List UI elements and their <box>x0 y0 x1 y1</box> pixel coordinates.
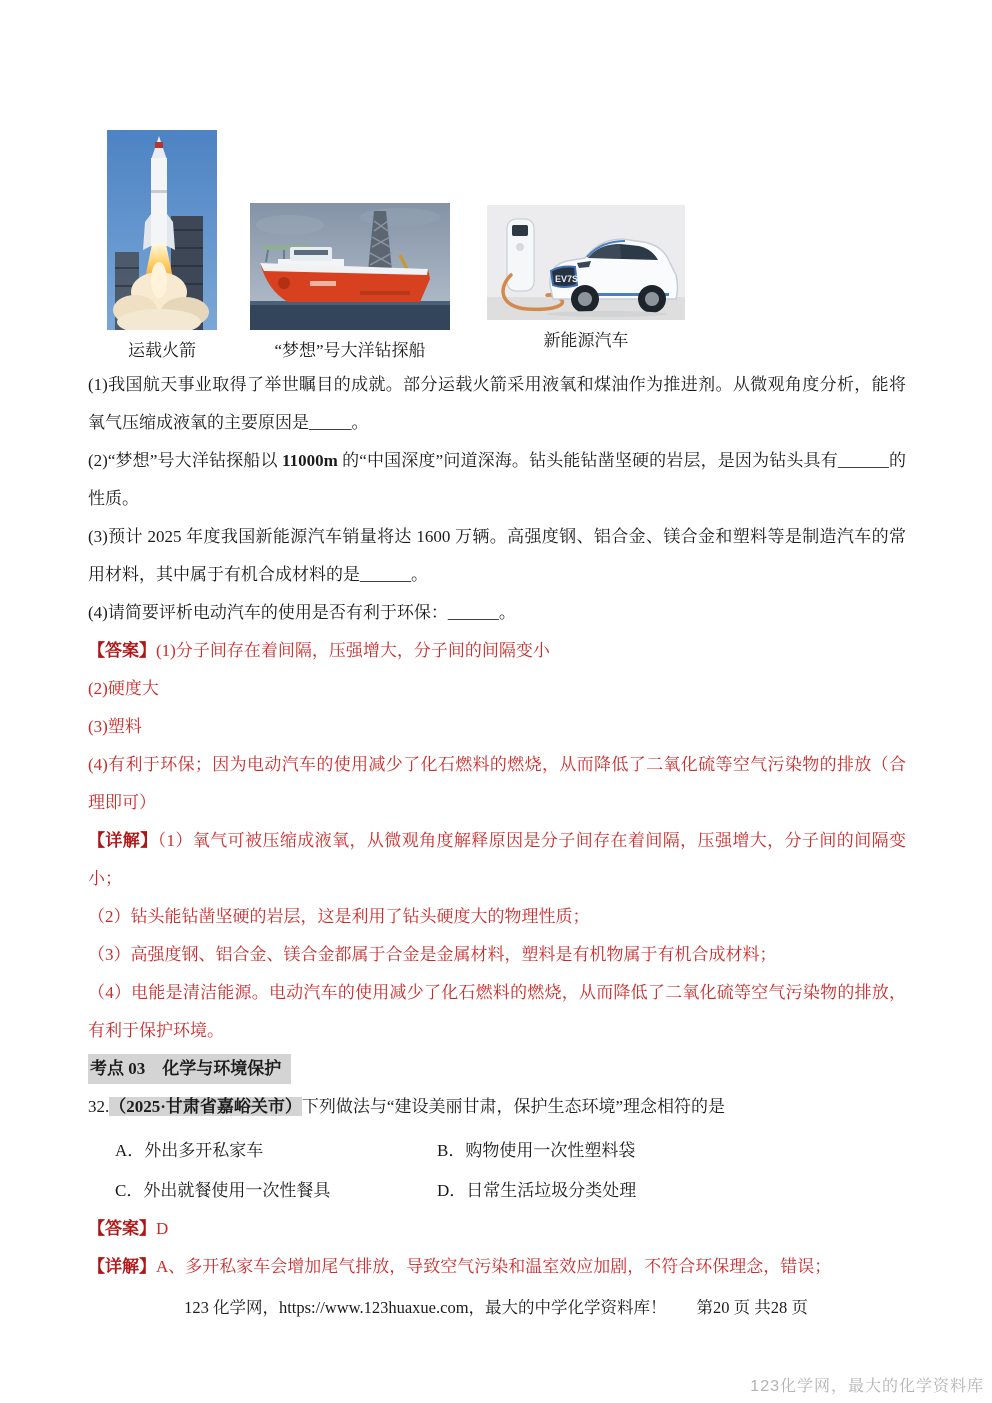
answer-label: 【答案】 <box>88 1219 156 1238</box>
q32-number: 32. <box>88 1097 110 1116</box>
q32-stem-text: 下列做法与“建设美丽甘肃，保护生态环境”理念相符的是 <box>301 1097 726 1116</box>
q31-answer-line4: (4)有利于环保；因为电动汽车的使用减少了化石燃料的燃烧，从而降低了二氧化硫等空气污染物的排放（合理即可） <box>88 755 906 812</box>
figure-rocket <box>107 130 217 361</box>
rocket-image <box>107 130 217 330</box>
car-image <box>487 205 685 320</box>
answer-label: 【答案】 <box>88 641 156 660</box>
q32-options <box>88 1132 906 1210</box>
figure-caption-rocket: 运载火箭 <box>128 341 196 360</box>
q31-part3: (3)预计 2025 年度我国新能源汽车销量将达 1600 万辆。高强度钢、铝合金、镁合金和塑料等是制造汽车的常用材料，其中属于有机合成材料的是______。 <box>88 527 906 584</box>
q31-part1: (1)我国航天事业取得了举世瞩目的成就。部分运载火箭采用液氧和煤油作为推进剂。从微观角度分析，能将氧气压缩成液氧的主要原因是_____。 <box>88 375 906 432</box>
page-footer <box>0 1294 992 1318</box>
q32-source-tag: （2025·甘肃省嘉峪关市） <box>109 1097 302 1116</box>
q31-detail-line1: 【详解】（1）氧气可被压缩成液氧，从微观角度解释原因是分子间存在着间隔，压强增大，分子间的间隔变小； <box>88 831 907 888</box>
q31-answer-line2: (2)硬度大 <box>88 679 159 698</box>
figure-caption-car: 新能源汽车 <box>543 331 629 350</box>
q31-detail-line2: （2）钻头能钻凿坚硬的岩层，这是利用了钻头硬度大的物理性质； <box>88 907 590 926</box>
section-header <box>88 1050 906 1088</box>
q31-answer-line3: (3)塑料 <box>88 717 142 736</box>
q31-detail-line3: （3）高强度钢、铝合金、镁合金都属于合金是金属材料，塑料是有机物属于有机合成材料； <box>88 945 777 964</box>
ship-image <box>250 203 450 330</box>
q32-option-b: B．购物使用一次性塑料袋 <box>437 1141 636 1160</box>
watermark-text: 123化学网，最大的化学资料库 <box>750 1378 984 1395</box>
q31-answer-line1: 【答案】(1)分子间存在着间隔，压强增大，分子间的间隔变小 <box>88 641 550 660</box>
car-badge-text: EV7S <box>555 274 579 284</box>
q32-answer-value: D <box>156 1219 169 1238</box>
figure-ship <box>250 203 450 361</box>
q31-part4: (4)请简要评析电动汽车的使用是否有利于环保：______。 <box>88 603 516 622</box>
q31-part2-prefix: (2)“梦想”号大洋钻探船以 <box>88 451 283 470</box>
q31-part2 <box>88 442 906 518</box>
q32-option-c: C．外出就餐使用一次性餐具 <box>115 1181 331 1200</box>
footer-site-text: 123 化学网，https://www.123huaxue.com，最大的中学化学资料库！ <box>184 1298 667 1317</box>
q32-option-d: D．日常生活垃圾分类处理 <box>437 1181 637 1200</box>
detail-label: 【详解】 <box>88 1257 156 1276</box>
question-body <box>88 366 906 1286</box>
figure-caption-ship: “梦想”号大洋钻探船 <box>274 341 426 360</box>
detail-label: 【详解】 <box>88 831 158 850</box>
footer-page-number: 第20 页 共28 页 <box>696 1298 808 1317</box>
q32-option-a: A．外出多开私家车 <box>115 1141 264 1160</box>
figure-car <box>487 205 685 351</box>
q31-detail-line4: （4）电能是清洁能源。电动汽车的使用减少了化石燃料的燃烧，从而降低了二氧化硫等空气污染物的排放，有利于保护环境。 <box>88 983 906 1040</box>
section-header-label: 考点 03 化学与环境保护 <box>88 1054 291 1084</box>
q32-answer <box>88 1210 906 1248</box>
q32-stem <box>88 1088 906 1126</box>
q31-part2-suffix: 的“中国深度”问道深海。钻头能钻凿坚硬的岩层，是因为钻头具有______的性质。 <box>88 451 906 508</box>
q32-detail: 【详解】A、多开私家车会增加尾气排放，导致空气污染和温室效应加剧，不符合环保理念，错误； <box>88 1257 832 1276</box>
q31-part2-depth-value: 11000m <box>282 451 338 470</box>
